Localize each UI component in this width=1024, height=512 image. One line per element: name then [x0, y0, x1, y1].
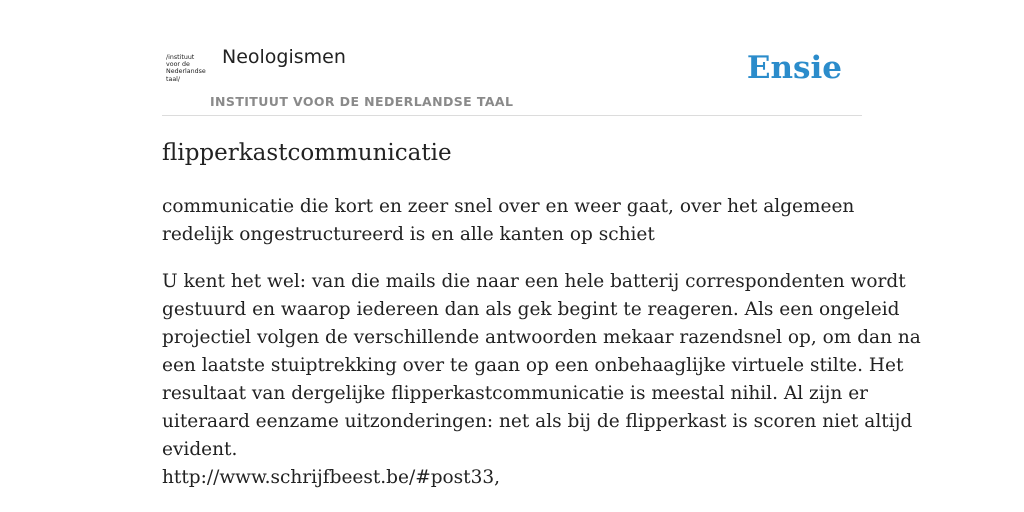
ensie-brand-logo[interactable]: Ensie: [746, 50, 842, 86]
example-line: projectiel volgen de verschillende antwoorden mekaar razendsnel op, om dan na: [162, 327, 921, 348]
header-divider: [162, 115, 862, 116]
example-line: uiteraard eenzame uitzonderingen: net als bij de flipperkast is scoren niet altijd: [162, 411, 913, 432]
institute-logo[interactable]: /instituut voor de Nederlandse taal/: [166, 54, 206, 83]
example-line: U kent het wel: van die mails die naar een hele batterij correspondenten wordt: [162, 271, 906, 292]
headword: flipperkastcommunicatie: [162, 140, 452, 166]
organization-name: INSTITUUT VOOR DE NEDERLANDSE TAAL: [210, 94, 514, 109]
entry-card: [162, 0, 921, 512]
example-text: [162, 268, 921, 492]
collection-title[interactable]: Neologismen: [222, 46, 346, 68]
definition-text: communicatie die kort en zeer snel over en weer gaat, over het algemeen redelijk ongestructureerd is en alle kanten op schiet: [162, 196, 855, 245]
example-line: een laatste stuiptrekking over te gaan op een onbehaaglijke virtuele stilte. Het: [162, 355, 904, 376]
source-link[interactable]: http://www.schrijfbeest.be/#post33,: [162, 467, 501, 488]
example-line: evident.: [162, 439, 238, 460]
example-line: resultaat van dergelijke flipperkastcommunicatie is meestal nihil. Al zijn er: [162, 383, 869, 404]
example-line: gestuurd en waarop iedereen dan als gek begint te reageren. Als een ongeleid: [162, 299, 900, 320]
